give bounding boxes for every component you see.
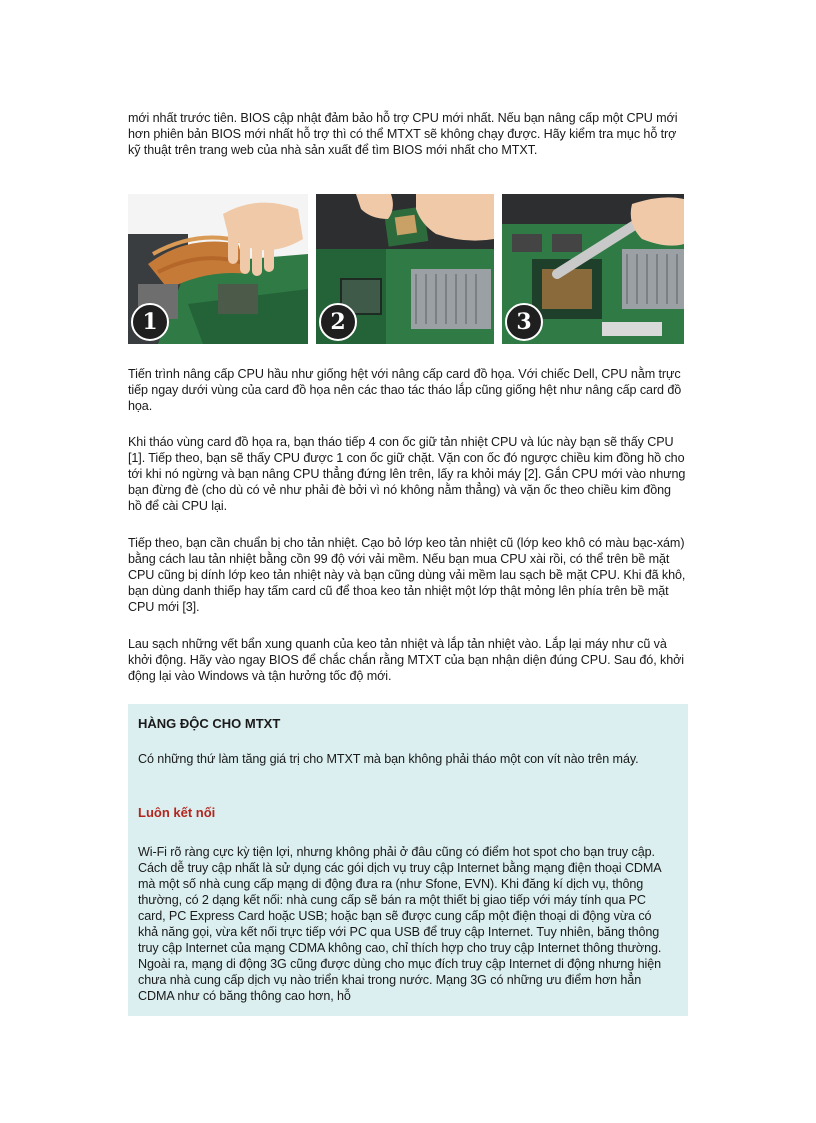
sidebar-box <box>128 704 688 1016</box>
body-paragraph-2: Khi tháo vùng card đồ họa ra, bạn tháo tiếp 4 con ốc giữ tản nhiệt CPU và lúc này bạn sẽ thấy CPU [1]. Tiếp theo, bạn sẽ thấy CPU được 1 con ốc giữ chặt. Vặn con ốc đó ngược chiều kim đồng hồ cho tới khi nó ngừng và bạn nâng CPU thẳng đứng lên trên, lấy ra khỏi máy [2]. Gắn CPU mới vào nhưng bạn đừng đè (cho dù có vẻ như phải đè bởi vì nó không nằm thẳng) và vặn ốc theo chiều kim đồng hồ để cài CPU lại. <box>128 435 686 513</box>
sidebar-intro: Có những thứ làm tăng giá trị cho MTXT mà bạn không phải tháo một con vít nào trên máy. <box>138 752 639 766</box>
sidebar-title: HÀNG ĐỘC CHO MTXT <box>138 716 281 731</box>
body-paragraph-4: Lau sạch những vết bẩn xung quanh của keo tản nhiệt và lắp tản nhiệt vào. Lắp lại máy như cũ và khởi động. Hãy vào ngay BIOS để chắc chắn rằng MTXT của bạn nhận diện đúng CPU. Sau đó, khởi động lại vào Windows và tận hưởng tốc độ mới. <box>128 637 684 683</box>
photo-number: 2 <box>330 309 346 335</box>
sidebar-subheading: Luôn kết nối <box>138 805 216 820</box>
photo-number: 1 <box>142 309 158 335</box>
photo-strip <box>128 194 684 344</box>
sidebar-body: Wi-Fi rõ ràng cực kỳ tiện lợi, nhưng không phải ở đâu cũng có điểm hot spot cho bạn truy cập. Cách dễ truy cập nhất là sử dụng các gói dịch vụ truy cập Internet bằng mạng điện thoại CDMA mà một số nhà cung cấp mạng di động đưa ra (như Sfone, EVN). Khi đăng kí dịch vụ, thông thường, có 2 dạng kết nối: nhà cung cấp sẽ bán ra một thiết bị giao tiếp với máy tính qua PC card, PC Express Card hoặc USB; hoặc bạn sẽ được cung cấp một điện thoại di động vừa có khả năng gọi, vừa kết nối trực tiếp với PC qua USB để truy cập Internet. Tuy nhiên, băng thông truy cập Internet của mạng CDMA không cao, chỉ thích hợp cho truy cập Internet thông thường. Ngoài ra, mạng di động 3G cũng được dùng cho mục đích truy cập Internet di động nhưng hiện chưa nhà cung cấp dịch vụ nào triển khai trong nước. Mạng 3G có những ưu điểm hơn hẳn CDMA như có băng thông cao hơn, hỗ <box>138 845 662 1003</box>
step-photo-3 <box>502 194 684 344</box>
photo-number: 3 <box>516 309 532 335</box>
intro-paragraph: mới nhất trước tiên. BIOS cập nhật đảm bảo hỗ trợ CPU mới nhất. Nếu bạn nâng cấp một CPU mới hơn phiên bản BIOS mới nhất hỗ trợ thì có thể MTXT sẽ không chạy được. Hãy kiểm tra mục hỗ trợ kỹ thuật trên trang web của nhà sản xuất để tìm BIOS mới nhất cho MTXT. <box>128 111 678 157</box>
body-paragraph-1: Tiến trình nâng cấp CPU hầu như giống hệt với nâng cấp card đồ họa. Với chiếc Dell, CPU nằm trực tiếp ngay dưới vùng của card đồ họa nên các thao tác tháo lắp cũng giống hệt như nâng cấp card đồ họa. <box>128 367 682 413</box>
step-photo-2 <box>316 194 494 344</box>
body-paragraph-3: Tiếp theo, bạn cần chuẩn bị cho tản nhiệt. Cạo bỏ lớp keo tản nhiệt cũ (lớp keo khô có màu bạc-xám) bằng cách lau tản nhiệt bằng cồn 99 độ với vải mềm. Nếu bạn mua CPU xài rồi, có thể trên bề mặt CPU cũng bị dính lớp keo tản nhiệt này và bạn cũng dùng vải mềm lau sạch bề mặt CPU. Khi đã khô, bạn dùng danh thiếp hay tấm card cũ để thoa keo tản nhiệt một lớp thật mỏng lên phía trên bề mặt CPU mới [3]. <box>128 536 686 614</box>
step-photo-1 <box>128 194 308 344</box>
